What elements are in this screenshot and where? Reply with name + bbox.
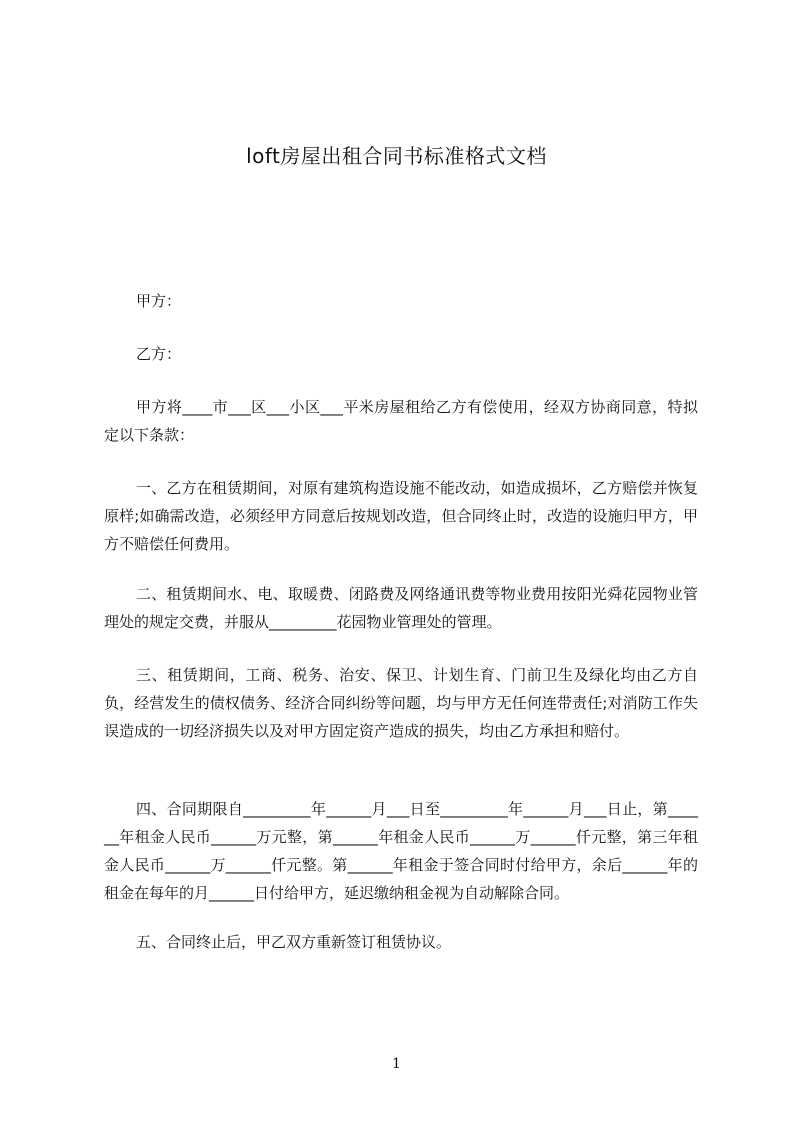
clause-1-paragraph: 一、乙方在租赁期间，对原有建筑构造设施不能改动，如造成损坏，乙方赔偿并恢复原样;如确需改造，必须经甲方同意后按规划改造，但合同终止时，改造的设施归甲方，甲方不赔偿任何费用。	[104, 479, 698, 553]
clause-4-paragraph: 四、合同期限自_________年______月___日至_________年______月___日止，第______年租金人民币______万元整，第______年租金人民币______万______仟元整，第三年租金人民币______万______仟元整。第______年租金于签合同时付给甲方，余后______年的租金在每年的月______日付给甲方，延迟缴纳租金视为自动解除合同。	[104, 800, 698, 902]
preamble-paragraph: 甲方将____市___区___小区___平米房屋租给乙方有偿使用，经双方协商同意，特拟定以下条款：	[104, 398, 698, 444]
clause-5-paragraph: 五、合同终止后，甲乙双方重新签订租赁协议。	[136, 933, 452, 951]
party-b-line: 乙方：	[136, 345, 182, 363]
page-number: 1	[392, 1056, 401, 1072]
document-title: loft房屋出租合同书标准格式文档	[246, 144, 547, 168]
party-a-line: 甲方：	[136, 292, 182, 310]
clause-2-paragraph: 二、租赁期间水、电、取暖费、闭路费及网络通讯费等物业费用按阳光舜花园物业管理处的规定交费，并服从_________花园物业管理处的管理。	[104, 585, 698, 631]
clause-3-paragraph: 三、租赁期间，工商、税务、治安、保卫、计划生育、门前卫生及绿化均由乙方自负，经营发生的债权债务、经济合同纠纷等问题，均与甲方无任何连带责任;对消防工作失误造成的一切经济损失以及对甲方固定资产造成的损失，均由乙方承担和赔付。	[104, 666, 698, 740]
